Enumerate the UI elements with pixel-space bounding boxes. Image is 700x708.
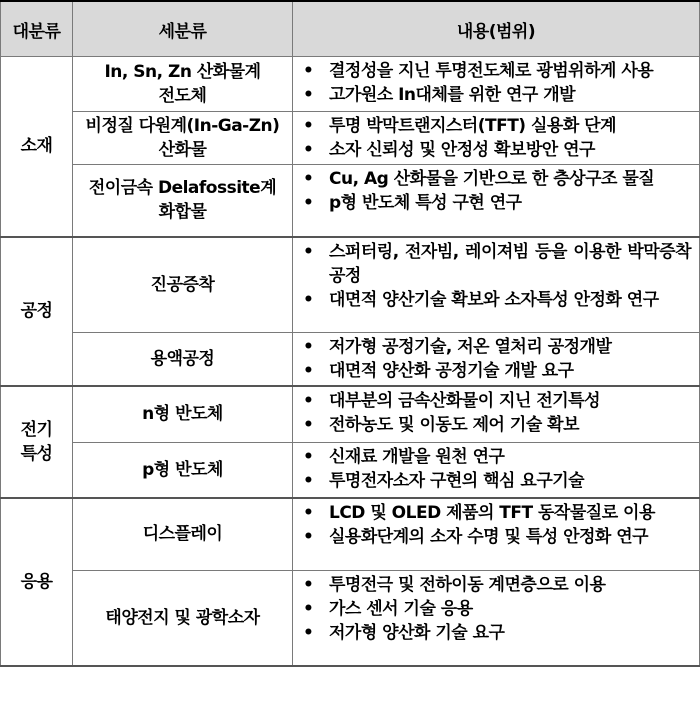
- content-list: [299, 114, 691, 162]
- content-list: [299, 167, 691, 215]
- list-item-text: 결정성을 지닌 투명전도체로 광범위하게 사용: [329, 61, 654, 81]
- content-list: [299, 573, 691, 645]
- subcategory-cell: [73, 165, 293, 237]
- bullet-icon: •: [303, 337, 314, 357]
- list-item: [299, 525, 691, 549]
- list-item-text: 스퍼터링, 전자빔, 레이져빔 등을 이용한 박막증착공정: [329, 241, 691, 286]
- bullet-icon: •: [303, 85, 314, 105]
- header-subcategory: 세분류: [73, 1, 293, 57]
- table-row: [1, 165, 700, 237]
- list-item: [299, 114, 691, 138]
- list-item: [299, 191, 691, 215]
- table-row: [1, 333, 700, 387]
- bullet-icon: •: [303, 169, 314, 189]
- bullet-icon: •: [303, 361, 314, 381]
- content-cell: [293, 386, 700, 442]
- content-cell: [293, 333, 700, 387]
- list-item: [299, 597, 691, 621]
- header-row: [1, 1, 700, 57]
- bullet-icon: •: [303, 241, 314, 262]
- content-cell: [293, 237, 700, 333]
- subcategory-label: 산화물: [158, 140, 207, 160]
- bullet-icon: •: [303, 503, 314, 523]
- list-item-text: LCD 및 OLED 제품의 TFT 동작물질로 이용: [329, 503, 655, 523]
- content-cell: [293, 57, 700, 112]
- subcategory-label: p형 반도체: [142, 459, 223, 480]
- subcategory-cell: [73, 386, 293, 442]
- subcategory-label: 용액공정: [150, 349, 215, 369]
- bullet-icon: •: [303, 622, 314, 643]
- list-item-text: p형 반도체 특성 구현 연구: [329, 193, 522, 213]
- table-row: [1, 498, 700, 570]
- list-item-text: 저가형 양산화 기술 요구: [329, 622, 505, 643]
- content-list: [299, 59, 691, 107]
- list-item-text: 투명전자소자 구현의 핵심 요구기술: [329, 470, 585, 491]
- category-label: 공정: [20, 301, 53, 322]
- list-item-text: 투명 박막트랜지스터(TFT) 실용화 단계: [329, 116, 617, 136]
- subcategory-cell: [73, 57, 293, 112]
- table-row: [1, 57, 700, 112]
- list-item-text: 대면적 양산기술 확보와 소자특성 안정화 연구: [329, 289, 659, 310]
- subcategory-label: 태양전지 및 광학소자: [105, 607, 260, 628]
- list-item-text: 대면적 양산화 공정기술 개발 요구: [329, 361, 574, 381]
- bullet-icon: •: [303, 289, 314, 310]
- bullet-icon: •: [303, 598, 314, 619]
- content-list: [299, 335, 691, 383]
- subcategory-cell: [73, 237, 293, 333]
- list-item: [299, 501, 691, 525]
- header-content: 내용(범위): [293, 1, 700, 57]
- list-item: [299, 413, 691, 437]
- category-label: 소재: [20, 136, 53, 157]
- content-cell: [293, 112, 700, 165]
- list-item-text: 실용화단계의 소자 수명 및 특성 안정화 연구: [329, 527, 649, 547]
- table-row: [1, 442, 700, 498]
- list-item-text: 고가원소 In대체를 위한 연구 개발: [329, 85, 576, 105]
- list-item: [299, 59, 691, 83]
- category-label: 응용: [20, 572, 53, 592]
- content-cell: [293, 165, 700, 237]
- list-item: [299, 445, 691, 469]
- bullet-icon: •: [303, 574, 314, 595]
- subcategory-label: 전도체: [158, 86, 207, 106]
- category-label: 전기: [20, 420, 53, 440]
- bullet-icon: •: [303, 415, 314, 435]
- bullet-icon: •: [303, 193, 314, 213]
- table-body: [1, 57, 700, 667]
- content-list: [299, 445, 691, 493]
- header-category: 대분류: [1, 1, 73, 57]
- list-item: [299, 288, 691, 312]
- content-cell: [293, 442, 700, 498]
- table-row: [1, 386, 700, 442]
- subcategory-label: n형 반도체: [142, 404, 223, 425]
- list-item: [299, 167, 691, 191]
- subcategory-cell: [73, 112, 293, 165]
- category-cell: [1, 237, 73, 387]
- subcategory-cell: [73, 333, 293, 387]
- subcategory-cell: [73, 498, 293, 570]
- list-item: [299, 469, 691, 493]
- list-item: [299, 240, 691, 288]
- category-cell: [1, 386, 73, 498]
- subcategory-label: In, Sn, Zn 산화물계: [104, 62, 261, 82]
- content-list: [299, 501, 691, 549]
- table-row: [1, 237, 700, 333]
- list-item-text: Cu, Ag 산화물을 기반으로 한 층상구조 물질: [329, 169, 655, 189]
- subcategory-label: 전이금속 Delafossite계: [88, 178, 277, 199]
- list-item-text: 소자 신뢰성 및 안정성 확보방안 연구: [329, 140, 595, 160]
- list-item: [299, 138, 691, 162]
- category-cell: [1, 498, 73, 666]
- list-item-text: 저가형 공정기술, 저온 열처리 공정개발: [329, 337, 612, 357]
- table-row: [1, 570, 700, 666]
- list-item-text: 전하농도 및 이동도 제어 기술 확보: [329, 415, 579, 435]
- bullet-icon: •: [303, 446, 314, 467]
- list-item-text: 투명전극 및 전하이동 계면층으로 이용: [329, 574, 606, 595]
- list-item: [299, 83, 691, 107]
- category-cell: [1, 57, 73, 237]
- subcategory-cell: [73, 570, 293, 666]
- list-item: [299, 359, 691, 383]
- bullet-icon: •: [303, 391, 314, 411]
- list-item: [299, 573, 691, 597]
- bullet-icon: •: [303, 527, 314, 547]
- list-item: [299, 621, 691, 645]
- category-label: 특성: [20, 444, 53, 464]
- content-cell: [293, 570, 700, 666]
- list-item-text: 신재료 개발을 원천 연구: [329, 446, 505, 467]
- content-list: [299, 240, 691, 312]
- content-list: [299, 389, 691, 437]
- list-item-text: 가스 센서 기술 응용: [329, 598, 473, 619]
- bullet-icon: •: [303, 116, 314, 136]
- list-item-text: 대부분의 금속산화물이 지닌 전기특성: [329, 391, 601, 411]
- subcategory-label: 화합물: [158, 202, 207, 223]
- bullet-icon: •: [303, 470, 314, 491]
- subcategory-label: 진공증착: [150, 274, 215, 295]
- table-row: [1, 112, 700, 165]
- content-cell: [293, 498, 700, 570]
- subcategory-label: 디스플레이: [142, 524, 223, 545]
- subcategory-label: 비정질 다원계(In-Ga-Zn): [85, 116, 280, 136]
- list-item: [299, 335, 691, 359]
- subcategory-cell: [73, 442, 293, 498]
- list-item: [299, 389, 691, 413]
- bullet-icon: •: [303, 140, 314, 160]
- bullet-icon: •: [303, 61, 314, 81]
